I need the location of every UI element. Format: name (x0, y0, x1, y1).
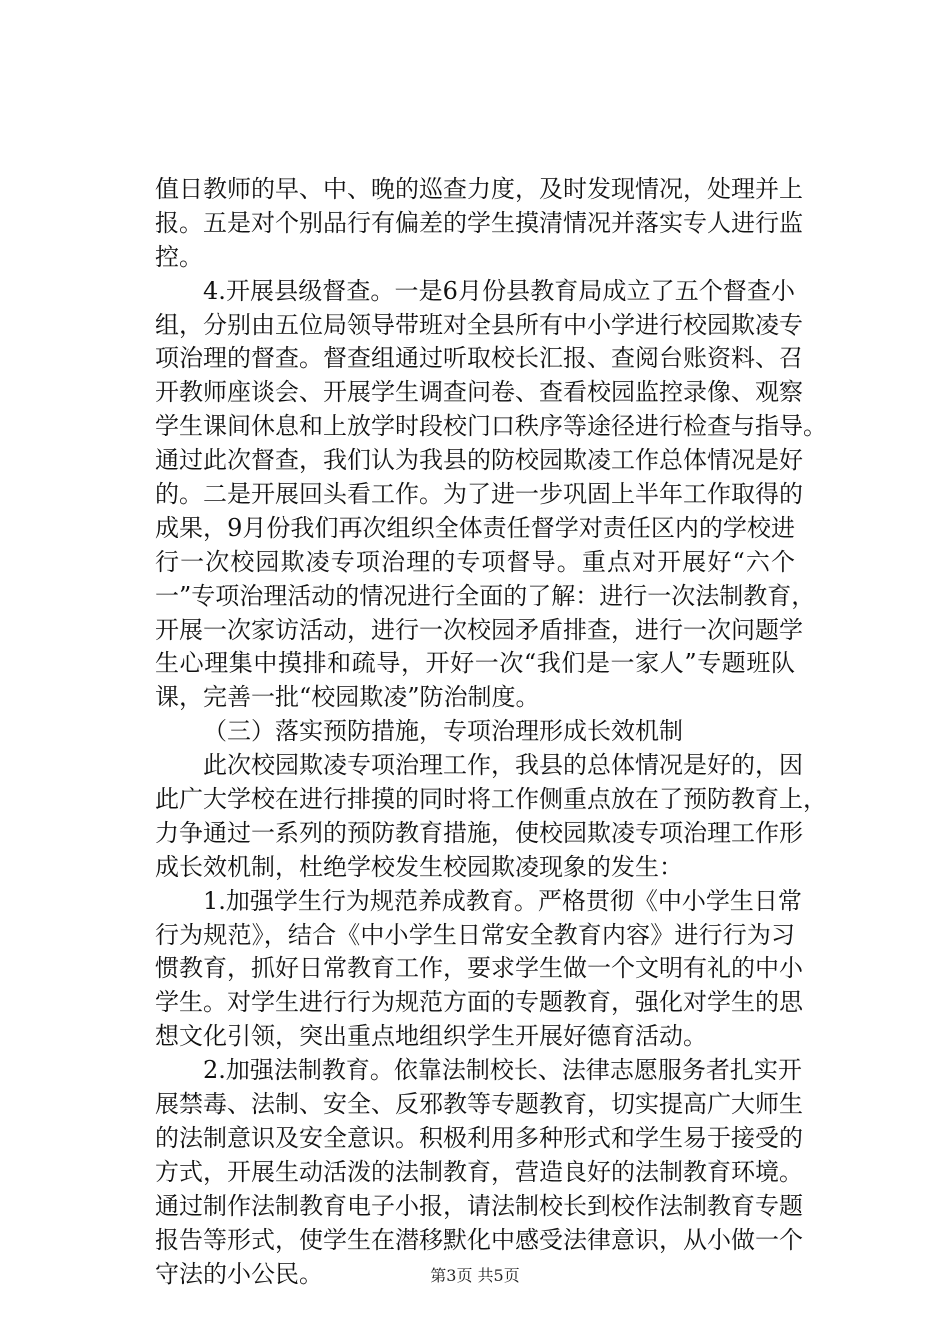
text-line: 成果，9月份我们再次组织全体责任督学对责任区内的学校进 (155, 513, 795, 542)
text-line: 开展一次家访活动，进行一次校园矛盾排查，进行一次问题学 (155, 615, 803, 644)
text-line: 控。 (155, 242, 203, 271)
text-line: 学生。对学生进行行为规范方面的专题教育，强化对学生的思 (155, 988, 803, 1017)
text-line: 想文化引领，突出重点地组织学生开展好德育活动。 (155, 1022, 707, 1051)
text-line: 开教师座谈会、开展学生调查问卷、查看校园监控录像、观察 (155, 378, 803, 407)
text-line: 一”专项治理活动的情况进行全面的了解：进行一次法制教育， (155, 581, 816, 610)
text-line: 方式，开展生动活泼的法制教育，营造良好的法制教育环境。 (155, 1157, 803, 1186)
text-line: 1.加强学生行为规范养成教育。严格贯彻《中小学生日常 (203, 886, 802, 915)
text-line: 组，分别由五位局领导带班对全县所有中小学进行校园欺凌专 (155, 310, 803, 339)
text-line: 报。五是对个别品行有偏差的学生摸清情况并落实专人进行监 (155, 208, 803, 237)
text-line: （三）落实预防措施，专项治理形成长效机制 (203, 717, 683, 746)
text-line: 值日教师的早、中、晚的巡查力度，及时发现情况，处理并上 (155, 175, 803, 203)
text-line: 通过制作法制教育电子小报，请法制校长到校作法制教育专题 (155, 1191, 803, 1220)
text-line: 项治理的督查。督查组通过听取校长汇报、查阅台账资料、召 (155, 344, 803, 373)
document-body (155, 173, 827, 1291)
text-line: 此次校园欺凌专项治理工作，我县的总体情况是好的，因 (203, 751, 803, 780)
text-line: 学生课间休息和上放学时段校门口秩序等途径进行检查与指导。 (155, 412, 827, 441)
text-line: 守法的小公民。 (155, 1259, 323, 1288)
text-line: 行一次校园欺凌专项治理的专项督导。重点对开展好“六个 (155, 547, 795, 576)
text-line: 展禁毒、法制、安全、反邪教等专题教育，切实提高广大师生 (155, 1090, 803, 1119)
text-line: 成长效机制，杜绝学校发生校园欺凌现象的发生： (155, 852, 683, 881)
text-line: 报告等形式，使学生在潜移默化中感受法律意识，从小做一个 (155, 1225, 803, 1254)
text-line: 此广大学校在进行排摸的同时将工作侧重点放在了预防教育上， (155, 785, 827, 814)
text-line: 的。二是开展回头看工作。为了进一步巩固上半年工作取得的 (155, 480, 803, 509)
text-line: 2.加强法制教育。依靠法制校长、法律志愿服务者扎实开 (203, 1056, 802, 1085)
text-line: 课，完善一批“校园欺凌”防治制度。 (155, 683, 540, 712)
text-line: 行为规范》，结合《中小学生日常安全教育内容》进行行为习 (155, 920, 795, 949)
page-footer: 第3页 共5页 (430, 1266, 520, 1285)
text-line: 惯教育，抓好日常教育工作，要求学生做一个文明有礼的中小 (155, 954, 803, 983)
text-line: 生心理集中摸排和疏导，开好一次“我们是一家人”专题班队 (155, 649, 795, 678)
text-line: 4.开展县级督查。一是6月份县教育局成立了五个督查小 (203, 276, 795, 305)
text-line: 的法制意识及安全意识。积极利用多种形式和学生易于接受的 (155, 1123, 803, 1152)
text-line: 力争通过一系列的预防教育措施，使校园欺凌专项治理工作形 (155, 818, 803, 847)
text-line: 通过此次督查，我们认为我县的防校园欺凌工作总体情况是好 (155, 446, 803, 475)
